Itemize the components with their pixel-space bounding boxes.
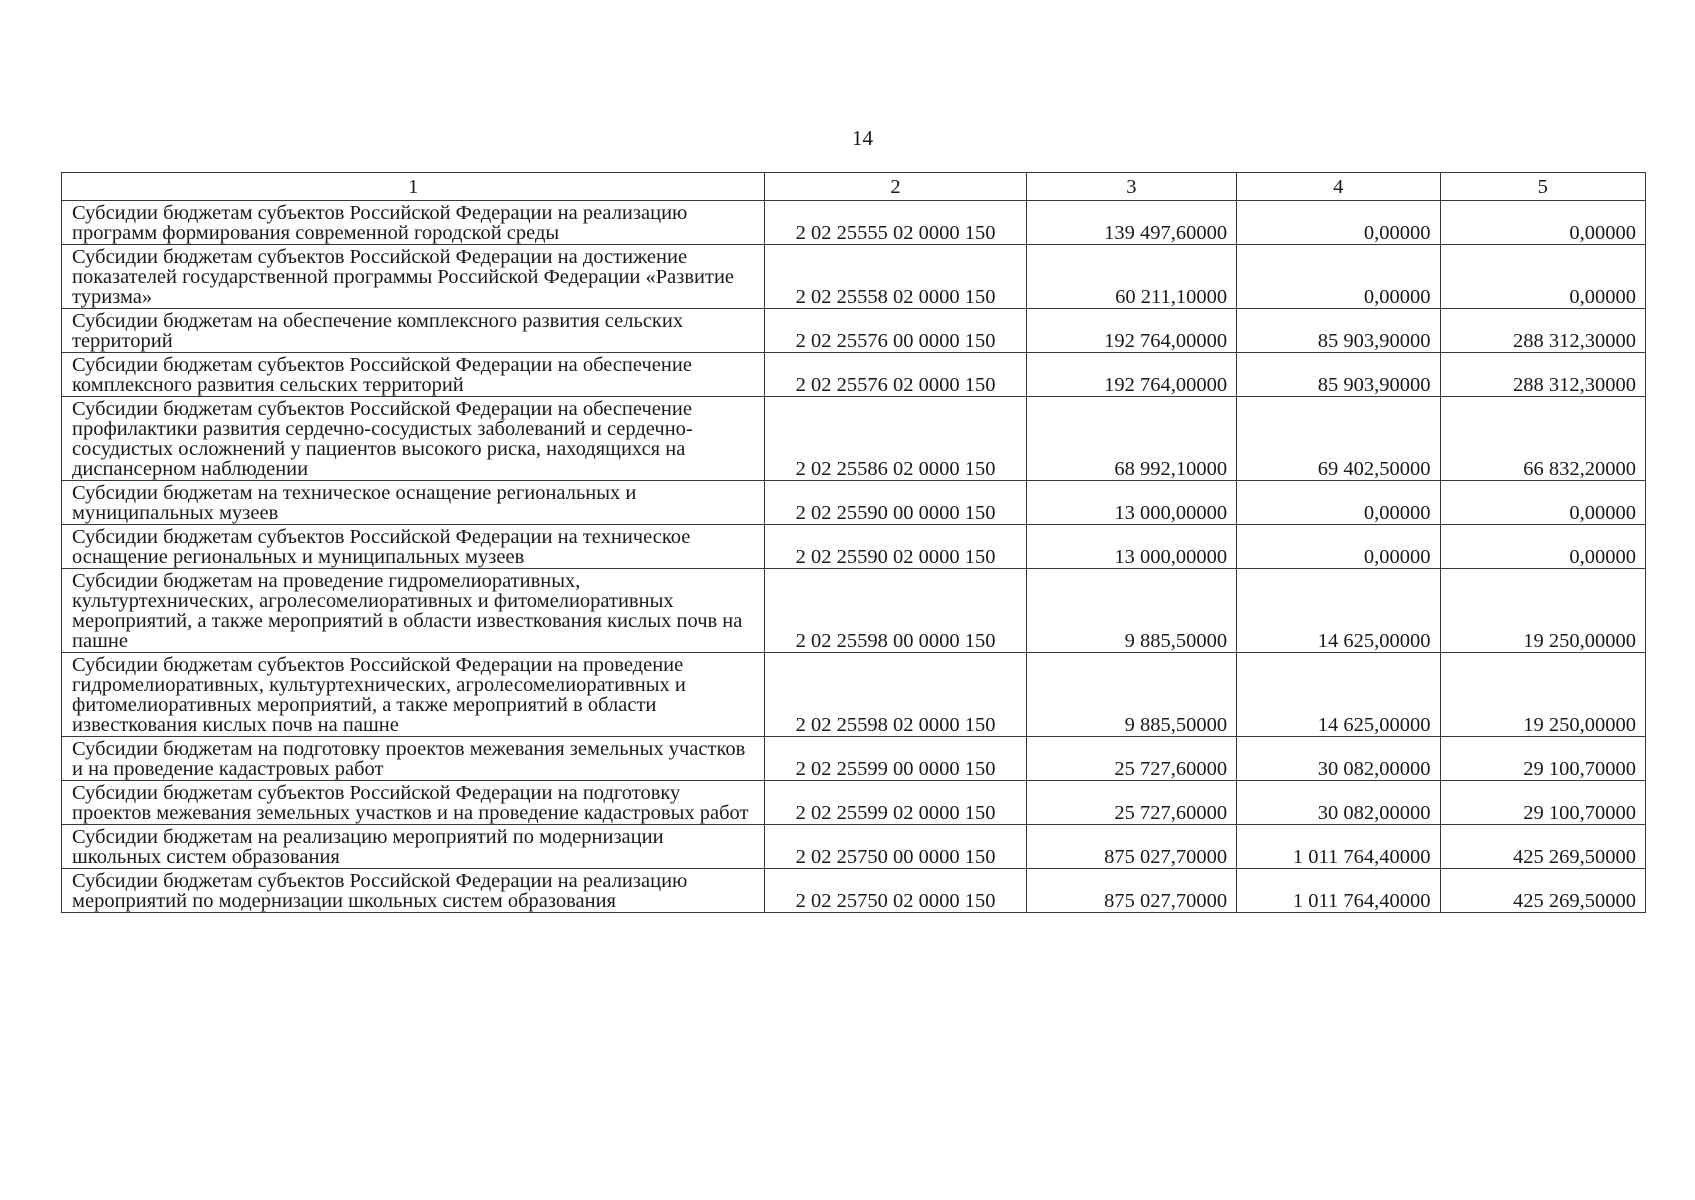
row-budget-code: 2 02 25750 00 0000 150: [765, 825, 1026, 869]
header-cell-1: 1: [62, 173, 765, 201]
row-amount-col3: 875 027,70000: [1026, 869, 1237, 913]
row-budget-code: 2 02 25598 02 0000 150: [765, 653, 1026, 737]
row-description: Субсидии бюджетам на техническое оснащение региональных и муниципальных музеев: [62, 481, 765, 525]
table-body: [62, 201, 1646, 913]
row-amount-col4: 30 082,00000: [1237, 737, 1440, 781]
row-description: Субсидии бюджетам субъектов Российской Федерации на обеспечение комплексного развития сельских территорий: [62, 353, 765, 397]
row-budget-code: 2 02 25598 00 0000 150: [765, 569, 1026, 653]
row-description: Субсидии бюджетам субъектов Российской Федерации на реализацию программ формирования современной городской среды: [62, 201, 765, 245]
table-row: [62, 201, 1646, 245]
row-amount-col4: 69 402,50000: [1237, 397, 1440, 481]
row-amount-col4: 14 625,00000: [1237, 653, 1440, 737]
table-row: [62, 309, 1646, 353]
table-row: [62, 481, 1646, 525]
row-amount-col3: 9 885,50000: [1026, 569, 1237, 653]
row-amount-col4: 85 903,90000: [1237, 309, 1440, 353]
page-number: 14: [852, 126, 873, 150]
row-amount-col3: 60 211,10000: [1026, 245, 1237, 309]
table-header: [62, 173, 1646, 201]
row-amount-col5: 425 269,50000: [1440, 825, 1645, 869]
row-amount-col3: 192 764,00000: [1026, 353, 1237, 397]
row-amount-col5: 288 312,30000: [1440, 353, 1645, 397]
row-budget-code: 2 02 25558 02 0000 150: [765, 245, 1026, 309]
row-amount-col4: 30 082,00000: [1237, 781, 1440, 825]
row-budget-code: 2 02 25590 00 0000 150: [765, 481, 1026, 525]
row-amount-col5: 0,00000: [1440, 481, 1645, 525]
row-description: Субсидии бюджетам субъектов Российской Федерации на реализацию мероприятий по модернизации школьных систем образования: [62, 869, 765, 913]
row-description: Субсидии бюджетам субъектов Российской Федерации на подготовку проектов межевания земельных участков и на проведение кадастровых работ: [62, 781, 765, 825]
row-budget-code: 2 02 25586 02 0000 150: [765, 397, 1026, 481]
row-amount-col5: 0,00000: [1440, 525, 1645, 569]
row-budget-code: 2 02 25576 00 0000 150: [765, 309, 1026, 353]
header-cell-2: 2: [765, 173, 1026, 201]
row-amount-col4: 0,00000: [1237, 245, 1440, 309]
row-budget-code: 2 02 25555 02 0000 150: [765, 201, 1026, 245]
row-description: Субсидии бюджетам субъектов Российской Федерации на достижение показателей государственной программы Российской Федерации «Развитие туризма»: [62, 245, 765, 309]
row-budget-code: 2 02 25599 02 0000 150: [765, 781, 1026, 825]
row-amount-col5: 29 100,70000: [1440, 737, 1645, 781]
table-row: [62, 245, 1646, 309]
header-cell-4: 4: [1237, 173, 1440, 201]
table-row: [62, 353, 1646, 397]
row-amount-col3: 139 497,60000: [1026, 201, 1237, 245]
row-amount-col4: 0,00000: [1237, 481, 1440, 525]
budget-table: [61, 172, 1646, 913]
row-amount-col3: 192 764,00000: [1026, 309, 1237, 353]
row-budget-code: 2 02 25599 00 0000 150: [765, 737, 1026, 781]
row-budget-code: 2 02 25576 02 0000 150: [765, 353, 1026, 397]
row-amount-col5: 66 832,20000: [1440, 397, 1645, 481]
row-amount-col5: 29 100,70000: [1440, 781, 1645, 825]
row-amount-col5: 0,00000: [1440, 245, 1645, 309]
row-amount-col3: 875 027,70000: [1026, 825, 1237, 869]
row-description: Субсидии бюджетам на реализацию мероприятий по модернизации школьных систем образования: [62, 825, 765, 869]
row-amount-col5: 0,00000: [1440, 201, 1645, 245]
table-row: [62, 569, 1646, 653]
header-cell-3: 3: [1026, 173, 1237, 201]
row-amount-col5: 425 269,50000: [1440, 869, 1645, 913]
row-amount-col3: 13 000,00000: [1026, 525, 1237, 569]
table-row: [62, 869, 1646, 913]
row-amount-col4: 0,00000: [1237, 525, 1440, 569]
table-row: [62, 737, 1646, 781]
row-description: Субсидии бюджетам субъектов Российской Федерации на техническое оснащение региональных и муниципальных музеев: [62, 525, 765, 569]
row-amount-col4: 1 011 764,40000: [1237, 869, 1440, 913]
row-amount-col3: 25 727,60000: [1026, 781, 1237, 825]
row-description: Субсидии бюджетам на подготовку проектов межевания земельных участков и на проведение кадастровых работ: [62, 737, 765, 781]
row-description: Субсидии бюджетам субъектов Российской Федерации на проведение гидромелиоративных, культуртехнических, агролесомелиоративных и фитомелиоративных мероприятий, а также мероприятий в области известкования кислых почв на пашне: [62, 653, 765, 737]
row-description: Субсидии бюджетам субъектов Российской Федерации на обеспечение профилактики развития сердечно-сосудистых заболеваний и сердечно-сосудистых осложнений у пациентов высокого риска, находящихся на диспансерном наблюдении: [62, 397, 765, 481]
row-amount-col3: 9 885,50000: [1026, 653, 1237, 737]
row-amount-col3: 68 992,10000: [1026, 397, 1237, 481]
row-amount-col5: 288 312,30000: [1440, 309, 1645, 353]
table-row: [62, 781, 1646, 825]
row-description: Субсидии бюджетам на обеспечение комплексного развития сельских территорий: [62, 309, 765, 353]
row-amount-col3: 13 000,00000: [1026, 481, 1237, 525]
row-amount-col4: 14 625,00000: [1237, 569, 1440, 653]
row-amount-col3: 25 727,60000: [1026, 737, 1237, 781]
row-amount-col5: 19 250,00000: [1440, 569, 1645, 653]
row-amount-col4: 85 903,90000: [1237, 353, 1440, 397]
row-budget-code: 2 02 25750 02 0000 150: [765, 869, 1026, 913]
row-amount-col4: 1 011 764,40000: [1237, 825, 1440, 869]
header-cell-5: 5: [1440, 173, 1645, 201]
table-row: [62, 525, 1646, 569]
header-row: [62, 173, 1646, 201]
row-budget-code: 2 02 25590 02 0000 150: [765, 525, 1026, 569]
table-row: [62, 397, 1646, 481]
row-description: Субсидии бюджетам на проведение гидромелиоративных, культуртехнических, агролесомелиоративных и фитомелиоративных мероприятий, а также мероприятий в области известкования кислых почв на пашне: [62, 569, 765, 653]
row-amount-col5: 19 250,00000: [1440, 653, 1645, 737]
table-row: [62, 825, 1646, 869]
table-row: [62, 653, 1646, 737]
row-amount-col4: 0,00000: [1237, 201, 1440, 245]
